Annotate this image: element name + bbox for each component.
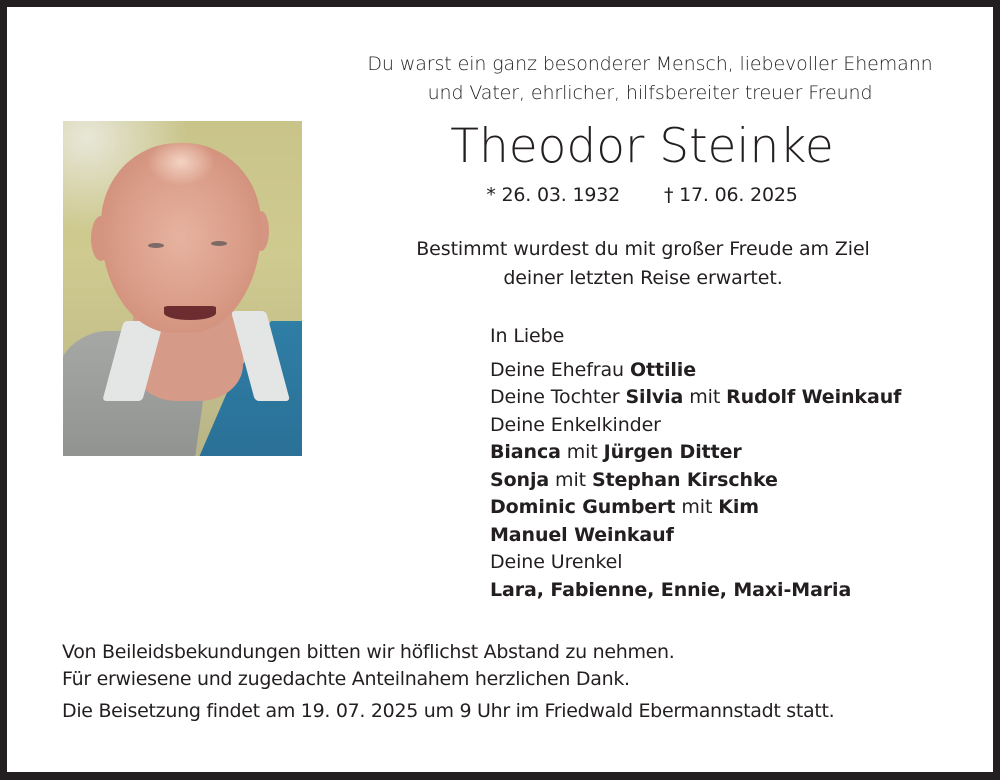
family-relation-text: mit: [560, 441, 604, 463]
family-relation-text: mit: [683, 386, 727, 408]
family-member-name: Sonja: [490, 468, 550, 491]
obituary-card: [7, 7, 993, 772]
portrait-photo: [63, 121, 302, 456]
family-line: [490, 467, 950, 495]
death-date: † 17. 06. 2025: [664, 184, 798, 206]
deceased-name: Theodor Steinke: [450, 119, 834, 174]
family-member-name: Bianca: [490, 441, 561, 463]
in-liebe-label: In Liebe: [490, 325, 565, 347]
family-relation-text: Deine Enkelkinder: [490, 413, 661, 436]
family-member-name: Kim: [718, 496, 759, 518]
family-relation-text: Deine Urenkel: [490, 551, 623, 573]
quote-line-1: Bestimmt wurdest du mit großer Freude am Ziel: [416, 238, 870, 260]
family-relation-text: mit: [549, 468, 592, 491]
intro-verse: [307, 50, 993, 108]
family-member-name: Silvia: [625, 386, 684, 408]
family-member-name: Ottilie: [629, 358, 696, 381]
family-line: [490, 412, 950, 440]
family-line: [490, 549, 950, 577]
family-line: [490, 577, 950, 605]
family-line: [490, 384, 950, 412]
intro-line-1: Du warst ein ganz besonderer Mensch, liebevoller Ehemann: [367, 53, 933, 75]
family-line: [490, 439, 950, 467]
family-member-name: Lara, Fabienne, Ennie, Maxi-Maria: [490, 578, 852, 601]
thanks-note: Für erwiesene und zugedachte Anteilnahem herzlichen Dank.: [62, 668, 630, 690]
photo-smile: [164, 306, 216, 320]
intro-line-2: und Vater, ehrlicher, hilfsbereiter treuer Freund: [427, 82, 873, 104]
family-member-name: Rudolf Weinkauf: [726, 386, 902, 408]
family-lines: [490, 357, 950, 605]
footer-notes: [62, 639, 962, 725]
farewell-quote: [307, 235, 979, 293]
condolence-note: Von Beileidsbekundungen bitten wir höflichst Abstand zu nehmen.: [62, 641, 675, 663]
photo-eye-right: [211, 241, 227, 246]
birth-date: * 26. 03. 1932: [486, 184, 620, 206]
mourners-list: [490, 323, 950, 604]
family-relation-text: mit: [675, 496, 719, 518]
family-relation-text: Deine Ehefrau: [490, 358, 630, 381]
photo-head: [101, 143, 261, 333]
family-member-name: Stephan Kirschke: [591, 468, 778, 491]
burial-note: Die Beisetzung findet am 19. 07. 2025 um 9 Uhr im Friedwald Ebermannstadt statt.: [62, 700, 835, 722]
family-line: [490, 494, 950, 522]
family-member-name: Jürgen Ditter: [603, 441, 742, 463]
quote-line-2: deiner letzten Reise erwartet.: [503, 267, 783, 289]
family-member-name: Manuel Weinkauf: [490, 523, 674, 546]
photo-eye-left: [148, 243, 164, 248]
family-relation-text: Deine Tochter: [490, 386, 626, 408]
life-dates: [307, 181, 977, 209]
family-member-name: Dominic Gumbert: [490, 496, 676, 518]
family-line: [490, 357, 950, 385]
family-line: [490, 522, 950, 550]
